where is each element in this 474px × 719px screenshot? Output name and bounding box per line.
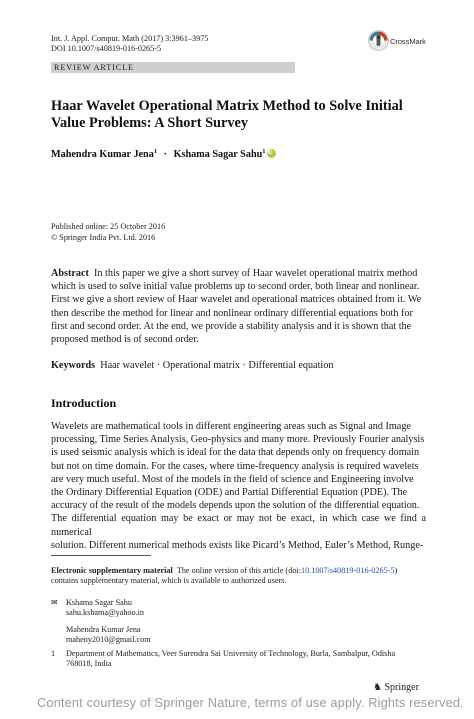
esm-line-2: contains supplementary material, which is available to authorized users. [51, 575, 287, 585]
abstract-line: proposed method is of second order. [51, 334, 199, 346]
body-line: accuracy of the result of the models depends upon the solution of the differential equation. [51, 500, 420, 512]
abstract-line: first and second order. At the end, we provide a stability analysis and it is shown that the [51, 320, 412, 332]
body-line: processing, Time Series Analysis, Geo-physics and many more. Previously Fourier analysis [51, 434, 425, 446]
crossmark-label: CrossMark [390, 37, 426, 46]
author-list [51, 148, 276, 160]
body-line: solution. Different numerical methods exists like Picard’s Method, Euler’s Method, Runge- [51, 539, 424, 551]
affiliation-marker: 1 [153, 148, 158, 155]
coauthor-contact [51, 625, 426, 647]
published-date: Published online: 25 October 2016 [51, 222, 166, 231]
envelope-icon: ✉ [51, 598, 58, 607]
esm-label: Electronic supplementary material [51, 566, 173, 575]
crossmark-icon [368, 30, 389, 51]
affiliation-number: 1 [51, 649, 56, 658]
body-line: The differential equation may be exact or may not be exact, in which case we find a numerical [51, 513, 426, 538]
author-separator: · [163, 149, 168, 160]
section-type-bar [51, 62, 295, 73]
orcid-icon[interactable] [267, 149, 276, 158]
article-title [51, 98, 431, 132]
footnote-divider [51, 555, 151, 556]
author-name[interactable]: Kshama Sagar Sahu [173, 149, 263, 160]
title-line-2: Value Problems: A Short Survey [51, 115, 248, 131]
esm-line-1: Electronic supplementary material The online version of this article (doi:10.1007/s40819-016-0265-5) [51, 566, 398, 575]
doi-line: DOI 10.1007/s40819-016-0265-5 [51, 44, 162, 53]
copyright-line: © Springer India Pvt. Ltd. 2016 [51, 232, 156, 242]
springer-horse-icon: ♞ [373, 682, 382, 693]
publisher-logo [373, 682, 419, 693]
affiliation-line-2: 768018, India [66, 658, 112, 668]
corresponding-name: Kshama Sagar Sahu [66, 598, 132, 607]
publication-info [51, 222, 165, 243]
body-line: but not on time domain. For the cases, where time-frequency analysis is required wavelets [51, 460, 419, 472]
abstract-line: which is used to solve initial value problems up to second order, both linear and nonlinear. [51, 281, 420, 293]
publisher-name: Springer [384, 682, 419, 693]
keywords-text: Haar wavelet · Operational matrix · Differential equation [100, 360, 334, 371]
crossmark-badge[interactable] [368, 30, 454, 54]
coauthor-name: Mahendra Kumar Jena [66, 625, 141, 634]
esm-footnote [51, 566, 426, 586]
body-line: is used seismic analysis which is ideal for the data that depends only on frequency domain [51, 447, 420, 459]
abstract-line: then describe the method for linear and nonlinear ordinary differential equations both for [51, 307, 413, 319]
affiliation-marker: 1 [262, 148, 266, 155]
affiliation-line-1: Department of Mathematics, Veer Surendra Sai University of Technology, Burla, Sambalpur, Odisha [66, 649, 396, 658]
section-type-label: REVIEW ARTICLE [54, 63, 134, 72]
body-line: Wavelets are mathematical tools in different engineering areas such as Signal and Image [51, 421, 411, 432]
body-line: are very much useful. Most of the models in the field of science and Engineering involve [51, 473, 414, 485]
abstract-line: Abstract In this paper we give a short survey of Haar wavelet operational matrix method [51, 268, 418, 279]
affiliation [51, 649, 426, 671]
abstract-label: Abstract [51, 268, 89, 279]
courtesy-notice: Content courtesy of Springer Nature, terms of use apply. Rights reserved. [37, 695, 464, 710]
coauthor-email[interactable]: maheny2010@gmail.com [66, 634, 151, 644]
doi-link[interactable]: 10.1007/s40819-016-0265-5 [300, 566, 395, 575]
journal-citation: Int. J. Appl. Comput. Math (2017) 3:3961–3975 [51, 34, 209, 43]
section-heading: Introduction [51, 396, 117, 410]
introduction-body [51, 420, 426, 552]
abstract [51, 267, 426, 346]
body-line: the Ordinary Differential Equation (ODE) and Partial Differential Equation (PDE). The [51, 487, 408, 499]
keywords [51, 359, 426, 372]
keywords-label: Keywords [51, 360, 96, 371]
corresponding-email[interactable]: sahu.kshama@yahoo.in [66, 607, 145, 617]
corresponding-author [51, 598, 426, 620]
title-line-1: Haar Wavelet Operational Matrix Method to Solve Initial [51, 98, 403, 114]
abstract-line: First we give a short review of Haar wavelet and operational matrices obtained from it. We [51, 294, 422, 306]
author-name[interactable]: Mahendra Kumar Jena [51, 149, 154, 160]
